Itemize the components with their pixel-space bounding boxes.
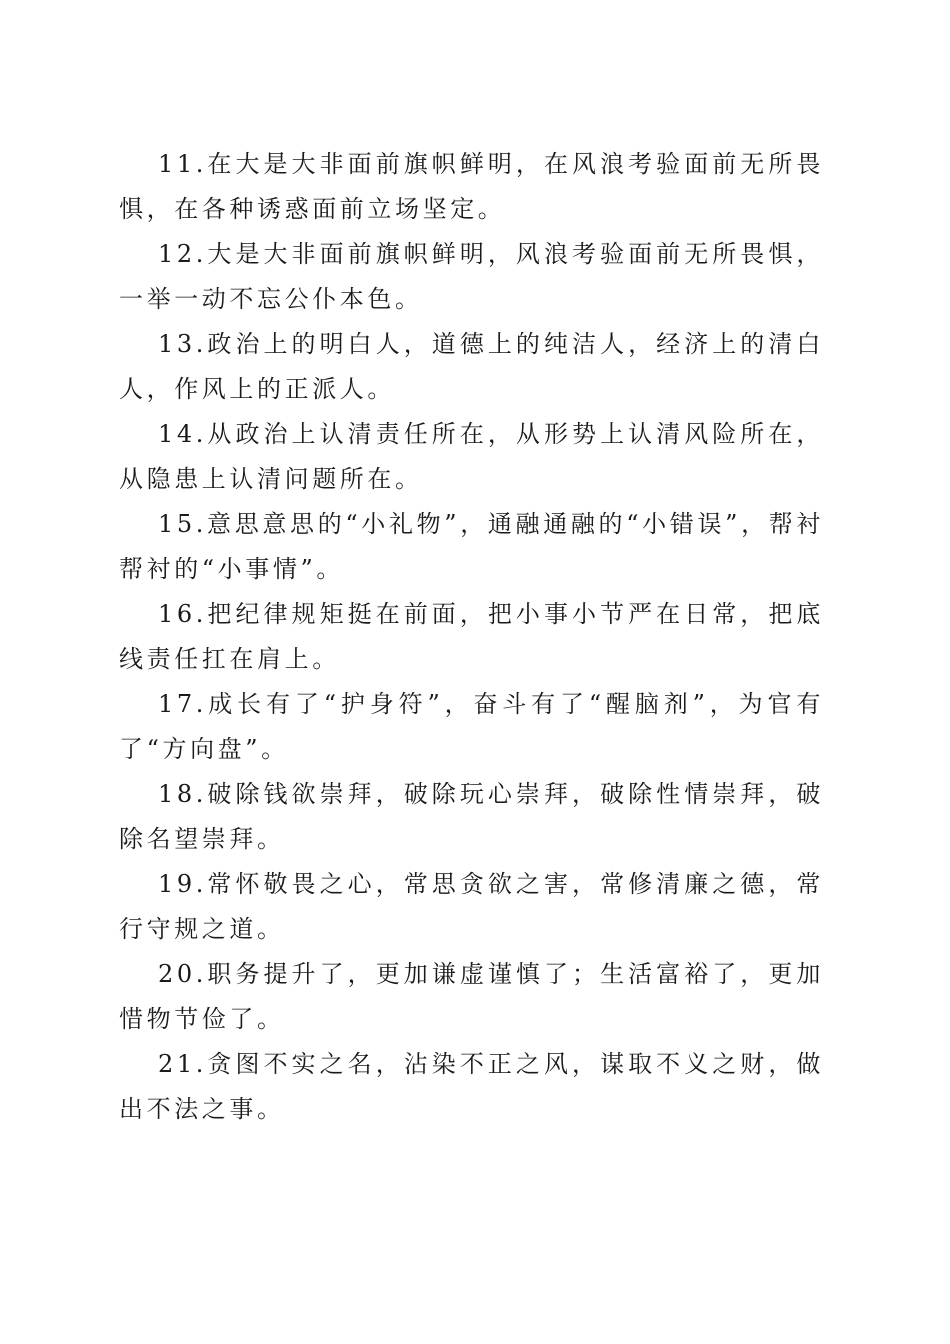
paragraph-19: 19.常怀敬畏之心，常思贪欲之害，常修清廉之德，常行守规之道。	[119, 870, 824, 943]
paragraph-13: 13.政治上的明白人，道德上的纯洁人，经济上的清白人，作风上的正派人。	[119, 330, 824, 403]
paragraph-11: 11.在大是大非面前旗帜鲜明，在风浪考验面前无所畏惧，在各种诱惑面前立场坚定。	[119, 150, 824, 223]
paragraph-12: 12.大是大非面前旗帜鲜明，风浪考验面前无所畏惧，一举一动不忘公仆本色。	[119, 240, 824, 313]
paragraph-21: 21.贪图不实之名，沾染不正之风，谋取不义之财，做出不法之事。	[119, 1050, 824, 1123]
paragraph-18: 18.破除钱欲崇拜，破除玩心崇拜，破除性情崇拜，破除名望崇拜。	[119, 780, 824, 853]
document-body	[119, 142, 824, 1132]
paragraph-16: 16.把纪律规矩挺在前面，把小事小节严在日常，把底线责任扛在肩上。	[119, 600, 824, 673]
paragraph-17: 17.成长有了“护身符”，奋斗有了“醒脑剂”，为官有了“方向盘”。	[119, 690, 824, 763]
paragraph-14: 14.从政治上认清责任所在，从形势上认清风险所在，从隐患上认清问题所在。	[119, 420, 824, 493]
paragraph-15: 15.意思意思的“小礼物”，通融通融的“小错误”，帮衬帮衬的“小事情”。	[119, 510, 824, 583]
paragraph-20: 20.职务提升了，更加谦虚谨慎了；生活富裕了，更加惜物节俭了。	[119, 960, 824, 1033]
